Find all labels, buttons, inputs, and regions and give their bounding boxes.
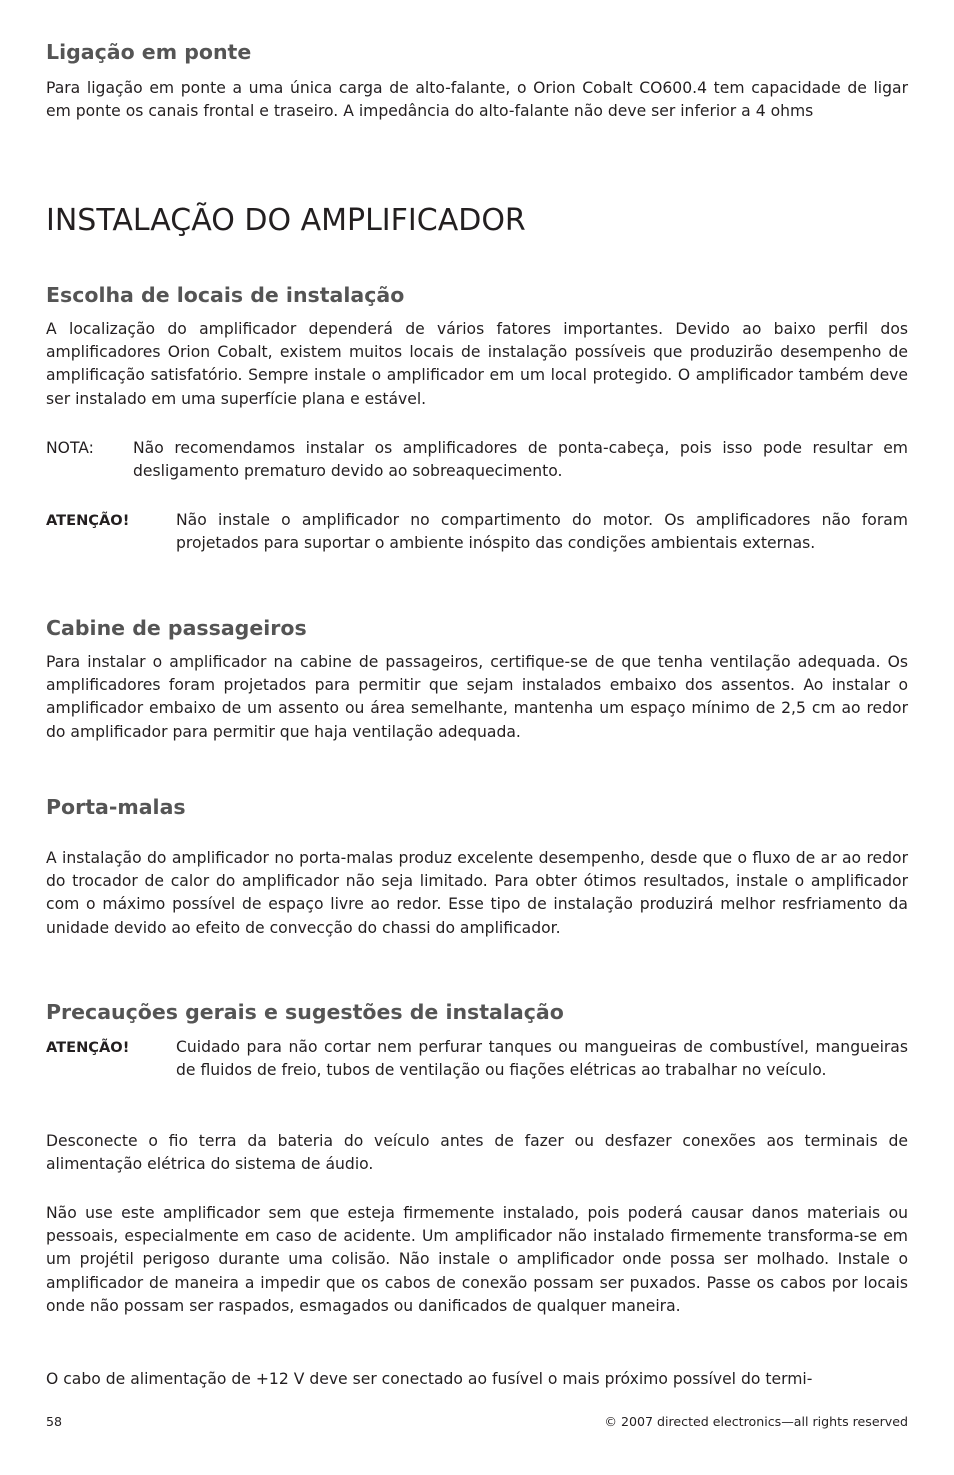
section-title-cabin: Cabine de passageiros [46, 616, 307, 640]
note-block [46, 437, 908, 485]
paragraph-trunk: A instalação do amplificador no porta-malas produz excelente desempenho, desde que o fluxo de ar ao redor do trocador de calor do amplificador não seja limitado. Para obter ótimos resultados, instale o amplificador com o máximo possível de espaço livre ao redor. Esse tipo de instalação produzirá melhor resfriamento da unidade devido ao efeito de convecção do chassi do amplificador. [46, 849, 908, 937]
warning-text-engine: Não instale o amplificador no compartimento do motor. Os amplificadores não foram projetados para suportar o ambiente inóspito das condições ambientais externas. [176, 511, 908, 553]
section-title-trunk: Porta-malas [46, 795, 186, 819]
page-title: INSTALAÇÃO DO AMPLIFICADOR [46, 203, 526, 238]
warning-block-fuel [46, 1036, 908, 1106]
paragraph-cabin: Para instalar o amplificador na cabine de passageiros, certifique-se de que tenha ventilação adequada. Os amplificadores foram projetados para permitir que sejam instalados embaixo dos assentos. Ao instalar o amplificador embaixo de um assento ou área semelhante, mantenha um espaço mínimo de 2,5 cm ao redor do amplificador para permitir que haja ventilação adequada. [46, 653, 908, 741]
section-title-bridge: Ligação em ponte [46, 40, 252, 64]
page-number: 58 [46, 1414, 63, 1429]
warning-label: ATENÇÃO! [46, 1039, 130, 1056]
paragraph-mount: Não use este amplificador sem que esteja firmemente instalado, pois poderá causar danos materiais ou pessoais, especialmente em caso de acidente. Um amplificador não instalado firmemente transforma-se em um projétil perigoso durante uma colisão. Não instale o amplificador onde possa ser molhado. Instale o amplificador de maneira a impedir que os cabos de conexão possam ser puxados. Passe os cabos por locais onde não possam ser raspados, esmagados ou danificados de qualquer maneira. [46, 1204, 908, 1315]
section-title-location: Escolha de locais de instalação [46, 283, 405, 307]
warning-text-fuel: Cuidado para não cortar nem perfurar tanques ou mangueiras de combustível, mangueiras de fluidos de freio, tubos de ventilação ou fiações elétricas ao trabalhar no veículo. [176, 1038, 908, 1080]
footer-copyright: © 2007 directed electronics—all rights reserved [604, 1414, 908, 1429]
paragraph-location: A localização do amplificador dependerá de vários fatores importantes. Devido ao baixo perfil dos amplificadores Orion Cobalt, existem muitos locais de instalação possíveis que produzirão desempenho de amplificação satisfatório. Sempre instale o amplificador em um local protegido. O amplificador também deve ser instalado em uma superfície plana e estável. [46, 320, 908, 408]
warning-block-engine [46, 509, 908, 579]
note-text: Não recomendamos instalar os amplificadores de ponta-cabeça, pois isso pode resultar em desligamento prematuro devido ao sobreaquecimento. [133, 439, 908, 481]
note-label: NOTA: [46, 439, 94, 457]
section-title-precautions: Precauções gerais e sugestões de instalação [46, 1000, 564, 1024]
paragraph-disconnect: Desconecte o fio terra da bateria do veículo antes de fazer ou desfazer conexões aos terminais de alimentação elétrica do sistema de áudio. [46, 1132, 908, 1174]
paragraph-power: O cabo de alimentação de +12 V deve ser conectado ao fusível o mais próximo possível do termi- [46, 1370, 813, 1388]
paragraph-bridge: Para ligação em ponte a uma única carga de alto-falante, o Orion Cobalt CO600.4 tem capacidade de ligar em ponte os canais frontal e traseiro. A impedância do alto-falante não deve ser inferior a 4 ohms [46, 79, 908, 121]
warning-label: ATENÇÃO! [46, 512, 130, 529]
